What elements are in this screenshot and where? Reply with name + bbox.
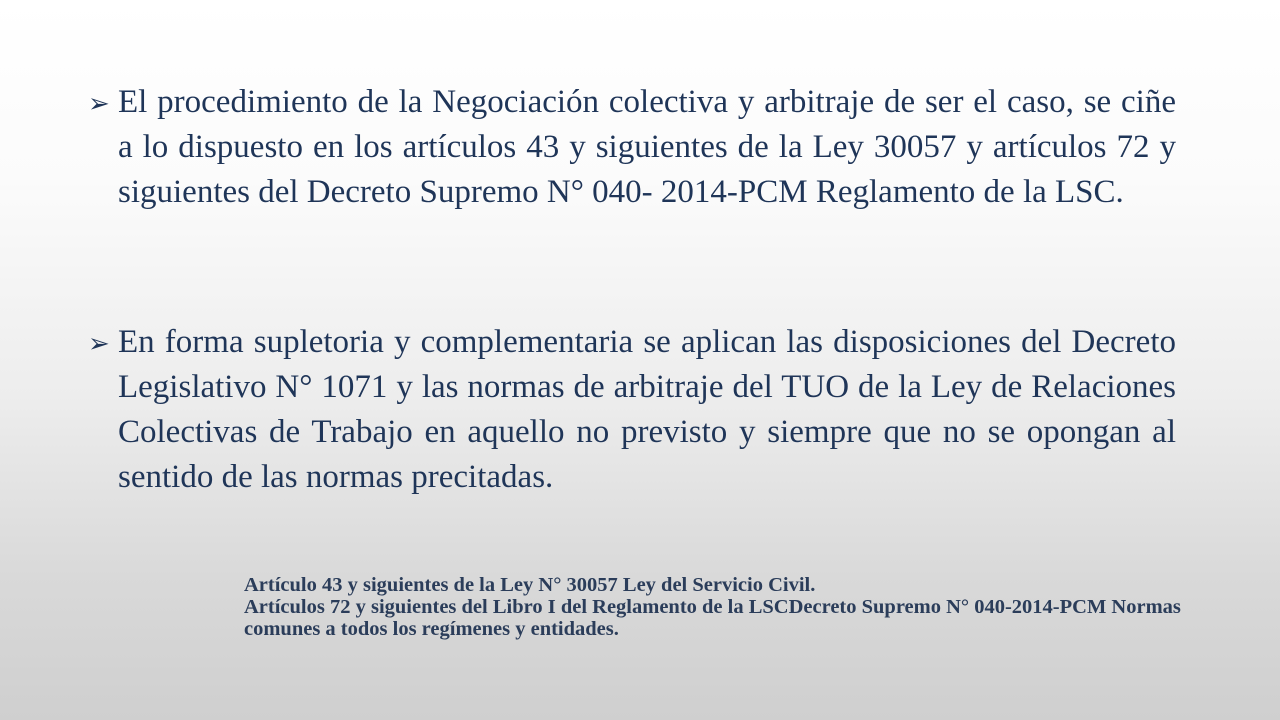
- bullet-text: En forma supletoria y complementaria se aplican las disposiciones del Decreto Legislativo N° 1071 y las normas de arbitraje del TUO de la Ley de Relaciones Colectivas de Trabajo en aquello no previsto y siempre que no se opongan al sentido de las normas precitadas.: [118, 324, 1176, 495]
- footnote-line: Artículo 43 y siguientes de la Ley N° 30057 Ley del Servicio Civil.: [244, 574, 816, 596]
- footnote-line: Artículos 72 y siguientes del Libro I del Reglamento de la LSCDecreto Supremo N° 040-2014-PCM Normas comunes a todos los regímenes y entidades.: [244, 596, 1181, 640]
- bullet-text: El procedimiento de la Negociación colectiva y arbitraje de ser el caso, se ciñe a lo dispuesto en los artículos 43 y siguientes de la Ley 30057 y artículos 72 y siguientes del Decreto Supremo N° 040- 2014-PCM Reglamento de la LSC.: [118, 84, 1176, 210]
- footnote: [244, 574, 1224, 640]
- arrowhead-bullet-icon: ➢: [88, 89, 110, 119]
- arrowhead-bullet-icon: ➢: [88, 329, 110, 359]
- bullet-item-supplementary: [88, 320, 1176, 500]
- bullet-item-procedure: [88, 80, 1176, 215]
